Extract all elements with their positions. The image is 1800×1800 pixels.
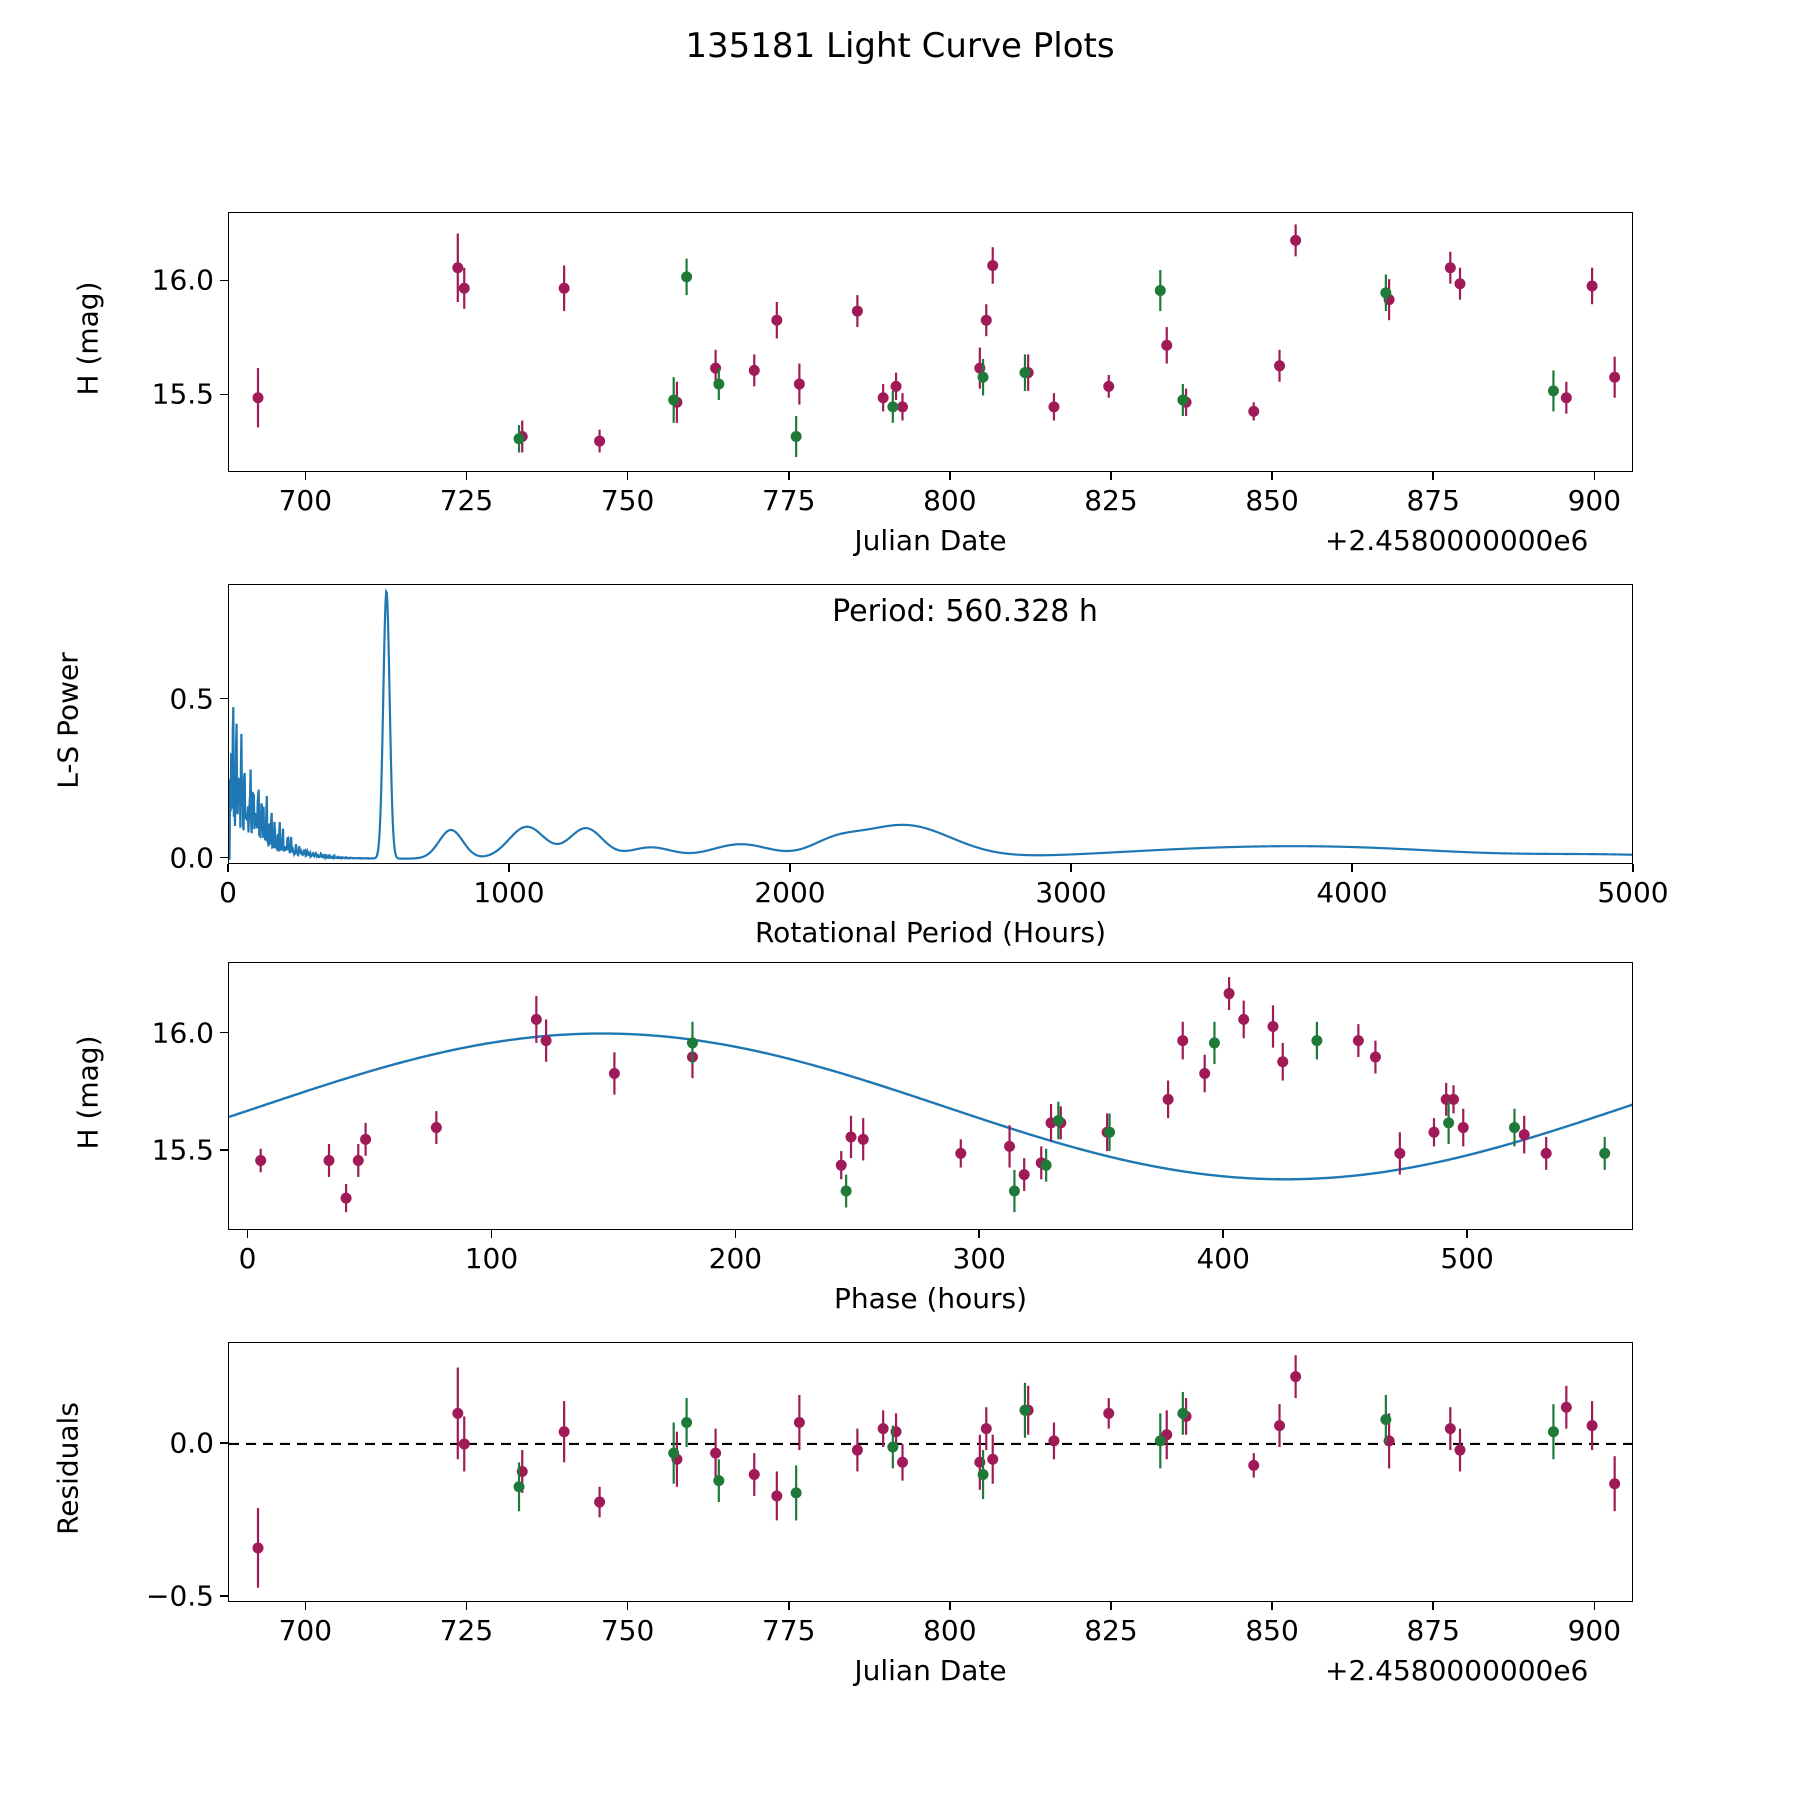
lightcurve-xtick-label: 750 (600, 484, 655, 517)
lightcurve-ytick (220, 394, 228, 396)
residuals-xtick-label: 825 (1084, 1614, 1138, 1647)
periodogram-ytick (220, 857, 228, 859)
series-series_b (687, 1022, 1610, 1212)
periodogram-line (229, 592, 1633, 859)
lightcurve-ytick-label: 16.0 (151, 263, 214, 297)
residuals-xtick (949, 1602, 951, 1610)
periodogram-xtick (1632, 864, 1634, 872)
lightcurve-xtick (1594, 472, 1596, 480)
phased-xtick-label: 100 (464, 1242, 519, 1275)
period-annotation: Period: 560.328 h (832, 594, 1098, 629)
lightcurve-xtick-label: 900 (1567, 484, 1622, 517)
periodogram-ytick-label: 0.0 (169, 841, 214, 875)
residuals-xtick (627, 1602, 629, 1610)
phased-ytick (220, 1032, 228, 1034)
residuals-xtick (466, 1602, 468, 1610)
residuals-xtick-label: 775 (761, 1614, 816, 1647)
residuals-xtick (1110, 1602, 1112, 1610)
residuals-ytick (220, 1442, 228, 1444)
lightcurve-xtick (466, 472, 468, 480)
residuals-xtick-label: 725 (439, 1614, 494, 1647)
periodogram-ylabel: L-S Power (51, 652, 85, 789)
periodogram-xtick-label: 3000 (1035, 876, 1107, 909)
periodogram-xlabel: Rotational Period (Hours) (754, 916, 1107, 949)
residuals-ytick-label: 0.0 (169, 1426, 214, 1460)
lightcurve-xtick (1432, 472, 1434, 480)
phased-ytick-label: 15.5 (151, 1133, 214, 1167)
phased-xtick (978, 1230, 980, 1238)
periodogram-xtick-label: 0 (219, 876, 237, 909)
lightcurve-xtick (1271, 472, 1273, 480)
periodogram-xtick-label: 4000 (1316, 876, 1388, 909)
residuals-plot-area (229, 1343, 1633, 1602)
residuals-xtick (788, 1602, 790, 1610)
residuals-xlabel: Julian Date (854, 1654, 1007, 1687)
residuals-ytick-label: −0.5 (146, 1579, 214, 1613)
figure-title: 135181 Light Curve Plots (685, 26, 1115, 66)
phased-plot-area (229, 963, 1633, 1230)
phased-ytick-label: 16.0 (151, 1016, 214, 1050)
periodogram-xtick (508, 864, 510, 872)
lightcurve-xtick-label: 850 (1245, 484, 1299, 517)
residuals-xtick (305, 1602, 307, 1610)
periodogram-xtick (1070, 864, 1072, 872)
lightcurve-xtick (305, 472, 307, 480)
residuals-ylabel: Residuals (51, 1402, 85, 1535)
lightcurve-xtick-label: 775 (761, 484, 816, 517)
lightcurve-xtick-label: 725 (439, 484, 494, 517)
residuals-xtick-label: 875 (1406, 1614, 1460, 1647)
periodogram-xtick (1351, 864, 1353, 872)
phased-xtick-label: 400 (1196, 1242, 1250, 1275)
residuals-axes (228, 1342, 1633, 1602)
phased-xtick-label: 200 (708, 1242, 763, 1275)
residuals-xtick (1594, 1602, 1596, 1610)
periodogram-ytick (220, 698, 228, 700)
phased-xtick (491, 1230, 493, 1238)
phased-xtick-label: 500 (1440, 1242, 1494, 1275)
series-series_b (514, 259, 1559, 457)
residuals-ytick (220, 1595, 228, 1597)
residuals-xtick-label: 750 (600, 1614, 655, 1647)
periodogram-xtick (227, 864, 229, 872)
phased-xtick-label: 0 (238, 1242, 257, 1275)
lightcurve-xtick (788, 472, 790, 480)
lightcurve-xtick-label: 800 (923, 484, 977, 517)
lightcurve-xlabel: Julian Date (854, 524, 1007, 557)
periodogram-xtick (789, 864, 791, 872)
phased-axes (228, 962, 1633, 1230)
residuals-xtick-label: 700 (278, 1614, 333, 1647)
phased-ylabel: H (mag) (71, 1035, 105, 1150)
residuals-xtick (1271, 1602, 1273, 1610)
lightcurve-ylabel: H (mag) (71, 281, 105, 396)
lightcurve-plot-area (229, 213, 1633, 472)
residuals-x-offset-label: +2.4580000000e6 (1325, 1654, 1589, 1687)
residuals-xtick-label: 850 (1245, 1614, 1299, 1647)
lightcurve-xtick-label: 875 (1406, 484, 1460, 517)
phased-xtick (735, 1230, 737, 1238)
periodogram-ytick-label: 0.5 (169, 682, 214, 716)
lightcurve-xtick (627, 472, 629, 480)
series-series_b (514, 1383, 1559, 1521)
phased-ytick (220, 1149, 228, 1151)
lightcurve-xtick-label: 825 (1084, 484, 1138, 517)
lightcurve-xtick (1110, 472, 1112, 480)
phased-xtick (247, 1230, 249, 1238)
phased-model-curve (229, 1034, 1633, 1180)
series-series_a (253, 224, 1621, 452)
periodogram-xtick-label: 2000 (754, 876, 826, 909)
phased-xtick (1222, 1230, 1224, 1238)
lightcurve-ytick (220, 280, 228, 282)
residuals-xtick-label: 800 (923, 1614, 977, 1647)
lightcurve-xtick-label: 700 (278, 484, 333, 517)
phased-xtick (1466, 1230, 1468, 1238)
series-series_a (253, 1355, 1621, 1587)
lightcurve-axes (228, 212, 1633, 472)
lightcurve-ytick-label: 15.5 (151, 377, 214, 411)
series-series_a (255, 977, 1551, 1212)
lightcurve-xtick (949, 472, 951, 480)
periodogram-xtick-label: 1000 (473, 876, 545, 909)
residuals-xtick-label: 900 (1567, 1614, 1622, 1647)
phased-xtick-label: 300 (952, 1242, 1007, 1275)
phased-xlabel: Phase (hours) (833, 1282, 1028, 1315)
lightcurve-x-offset-label: +2.4580000000e6 (1325, 524, 1589, 557)
residuals-xtick (1432, 1602, 1434, 1610)
periodogram-xtick-label: 5000 (1597, 876, 1669, 909)
